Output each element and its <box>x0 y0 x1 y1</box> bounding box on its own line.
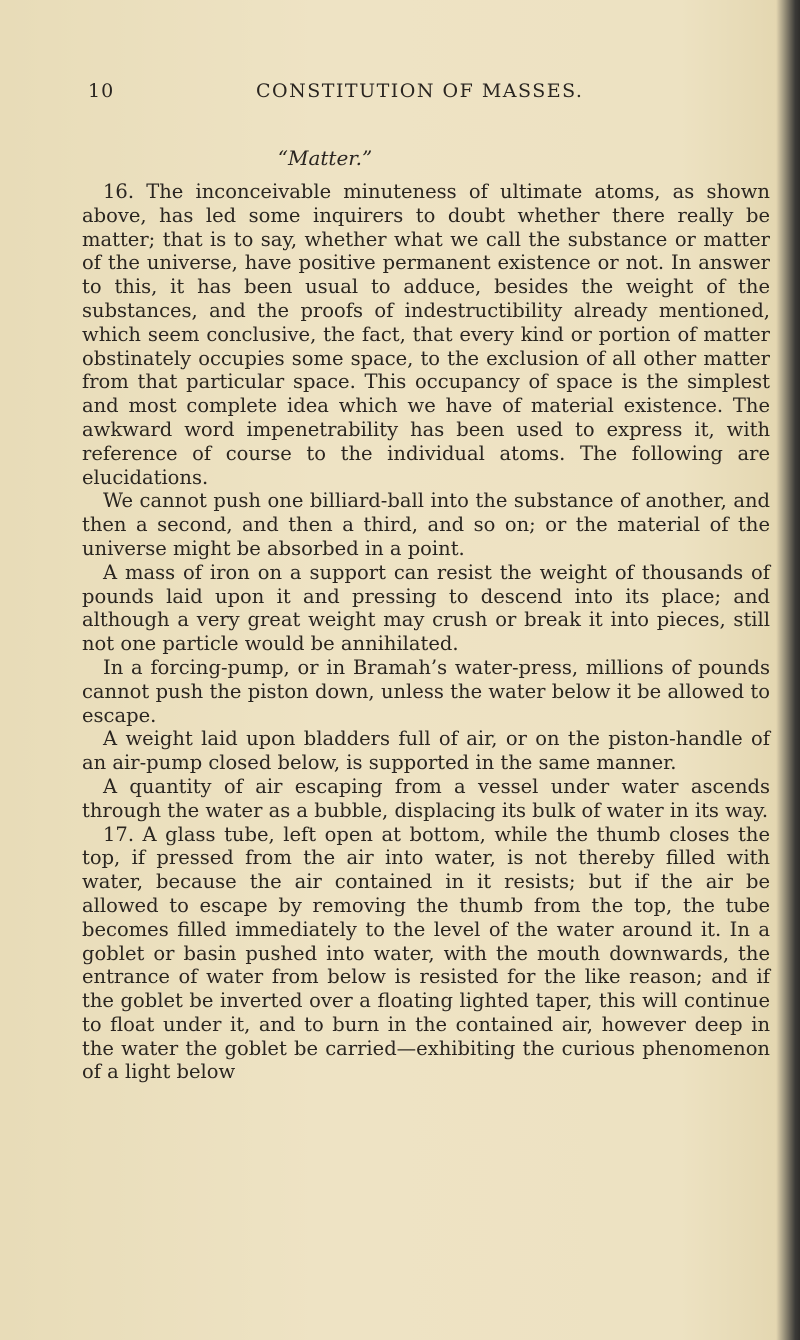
paragraph-bladders: A weight laid upon bladders full of air, or on the piston-handle of an air-pump closed below, is supported in the same manner. <box>82 727 770 775</box>
paragraph-forcing-pump: In a forcing-pump, or in Bramah’s water-press, millions of pounds cannot push the piston down, unless the water below it be allowed to escape. <box>82 655 770 727</box>
paragraph-16: 16. The inconceivable minuteness of ultimate atoms, as shown above, has led some inquirers to doubt whether there really be matter; that is to say, whether what we call the substance or matter of the universe, have positive permanent existence or not. In answer to this, it has been usual to adduce, besides the weight of the substances, and the proofs of indestructibility already mentioned, which seem conclusive, the fact, that every kind or portion of matter obstinately occupies some space, to the exclusion of all other matter from that particular space. This occupancy of space is the simplest and most complete idea which we have of material existence. The awkward word impenetrability has been used to express it, with reference of course to the individual atoms. The following are elucidations. <box>82 180 770 489</box>
paragraph-17: 17. A glass tube, left open at bottom, while the thumb closes the top, if pressed from the air into water, is not thereby filled with water, because the air contained in it resists; but if the air be allowed to escape by removing the thumb from the top, the tube becomes filled immediately to the level of the water around it. In a goblet or basin pushed into water, with the mouth downwards, the entrance of water from below is resisted for the like reason; and if the goblet be inverted over a floating lighted taper, this will continue to float under it, and to burn in the contained air, however deep in the water the goblet be carried—exhibiting the curious phenomenon of a light below <box>82 822 770 1084</box>
section-title: “Matter.” <box>277 146 373 170</box>
paragraph-air-bubble: A quantity of air escaping from a vessel under water ascends through the water as a bubble, displacing its bulk of water in its way. <box>82 774 770 822</box>
paragraph-billiard: We cannot push one billiard-ball into the substance of another, and then a second, and then a third, and so on; or the material of the universe might be absorbed in a point. <box>82 489 770 560</box>
page-number: 10 <box>88 80 115 102</box>
body-text <box>82 180 770 1084</box>
page-header <box>0 80 800 114</box>
paragraph-iron: A mass of iron on a support can resist the weight of thousands of pounds laid upon it and pressing to descend into its place; and although a very great weight may crush or break it into pieces, still not one particle would be annihilated. <box>82 560 770 656</box>
running-head: CONSTITUTION OF MASSES. <box>256 80 584 102</box>
